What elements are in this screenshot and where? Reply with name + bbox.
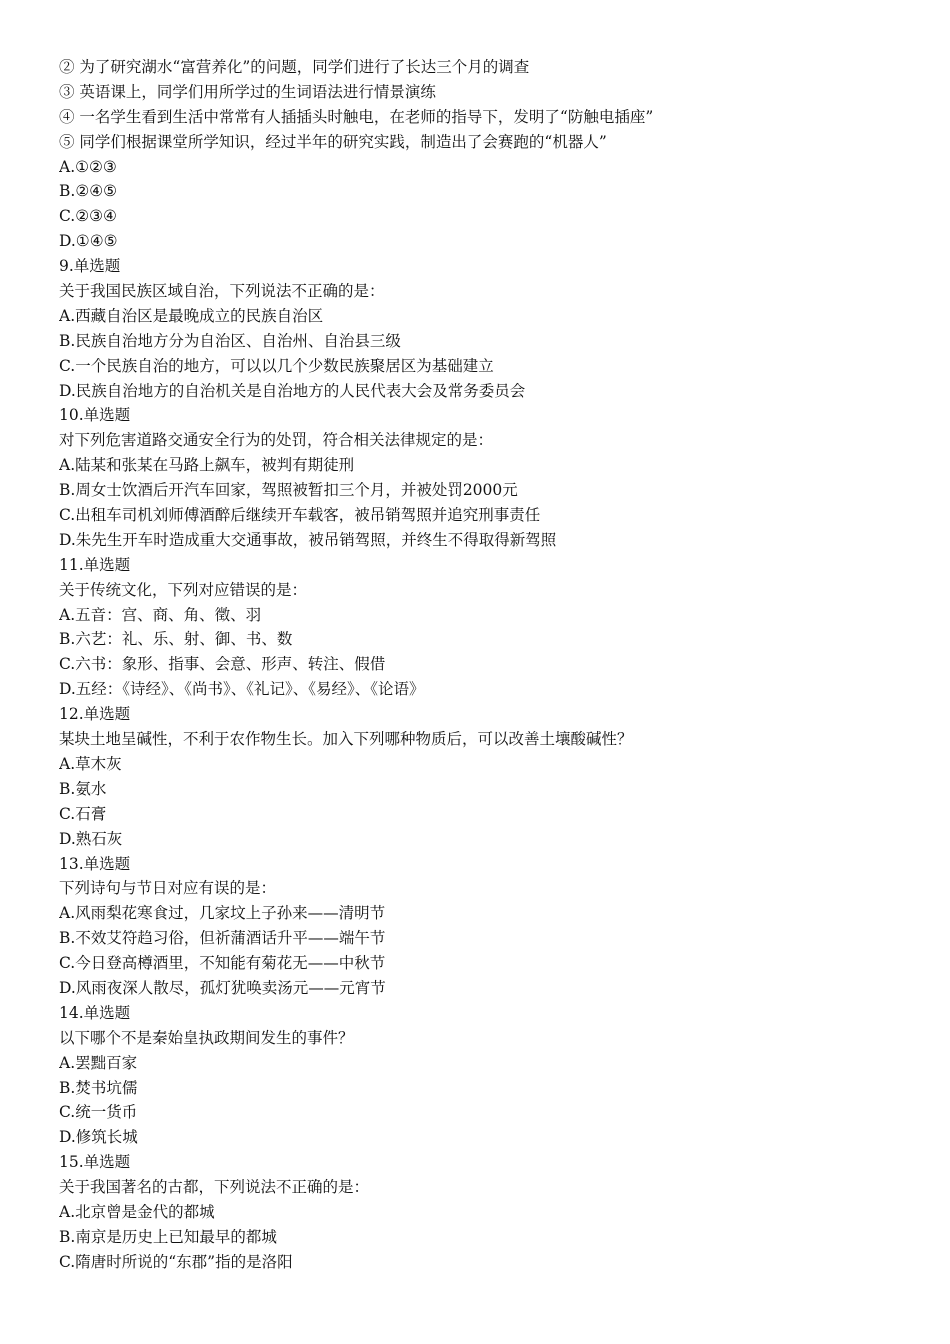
- q10-option-a: A.陆某和张某在马路上飙车，被判有期徒刑: [59, 456, 355, 475]
- q11-stem: 关于传统文化，下列对应错误的是：: [59, 580, 308, 599]
- q8-option-a: A.①②③: [59, 157, 117, 176]
- q9-stem: 关于我国民族区域自治，下列说法不正确的是：: [59, 282, 385, 301]
- q15-option-c: C.隋唐时所说的“东郡”指的是洛阳: [59, 1252, 293, 1271]
- statement-5: ⑤ 同学们根据课堂所学知识，经过半年的研究实践，制造出了会赛跑的“机器人”: [59, 132, 607, 151]
- q9-option-a: A.西藏自治区是最晚成立的民族自治区: [59, 306, 324, 325]
- q14-option-c: C.统一货币: [59, 1103, 138, 1122]
- q11-option-b: B.六艺：礼、乐、射、御、书、数: [59, 630, 293, 649]
- q14-stem: 以下哪个不是秦始皇执政期间发生的事件？: [59, 1028, 354, 1047]
- q9-heading: 9.单选题: [59, 257, 121, 276]
- q9-option-d: D.民族自治地方的自治机关是自治地方的人民代表大会及常务委员会: [59, 381, 526, 400]
- q8-option-c: C.②③④: [59, 207, 117, 226]
- q12-option-b: B.氨水: [59, 779, 107, 798]
- q10-stem: 对下列危害道路交通安全行为的处罚，符合相关法律规定的是：: [59, 431, 494, 450]
- q8-option-d: D.①④⑤: [59, 232, 118, 251]
- q13-option-d: D.风雨夜深人散尽，孤灯犹唤卖汤元——元宵节: [59, 978, 386, 997]
- q11-option-a: A.五音：宫、商、角、徵、羽: [59, 605, 262, 624]
- q15-heading: 15.单选题: [59, 1153, 131, 1172]
- q9-option-c: C.一个民族自治的地方，可以以几个少数民族聚居区为基础建立: [59, 356, 494, 375]
- q12-option-c: C.石膏: [59, 804, 107, 823]
- statement-3: ③ 英语课上，同学们用所学过的生词语法进行情景演练: [59, 82, 436, 101]
- q15-option-b: B.南京是历史上已知最早的都城: [59, 1227, 277, 1246]
- q13-option-a: A.风雨梨花寒食过，几家坟上子孙来——清明节: [59, 904, 386, 923]
- q9-option-b: B.民族自治地方分为自治区、自治州、自治县三级: [59, 331, 401, 350]
- q10-option-c: C.出租车司机刘师傅酒醉后继续开车载客，被吊销驾照并追究刑事责任: [59, 506, 541, 525]
- q13-option-b: B.不效艾符趋习俗，但祈蒲酒话升平——端午节: [59, 929, 386, 948]
- q8-option-b: B.②④⑤: [59, 182, 118, 201]
- q11-heading: 11.单选题: [59, 555, 131, 574]
- q14-option-b: B.焚书坑儒: [59, 1078, 138, 1097]
- q15-option-a: A.北京曾是金代的都城: [59, 1202, 215, 1221]
- q11-option-d: D.五经：《诗经》、《尚书》、《礼记》、《易经》、《论语》: [59, 680, 425, 699]
- q10-option-d: D.朱先生开车时造成重大交通事故，被吊销驾照，并终生不得取得新驾照: [59, 530, 557, 549]
- q14-option-d: D.修筑长城: [59, 1128, 138, 1147]
- document-page: [59, 55, 919, 1275]
- statement-2: ② 为了研究湖水“富营养化”的问题，同学们进行了长达三个月的调查: [59, 58, 530, 76]
- q12-heading: 12.单选题: [59, 705, 131, 724]
- q10-heading: 10.单选题: [59, 406, 131, 425]
- q13-heading: 13.单选题: [59, 854, 131, 873]
- q12-stem: 某块土地呈碱性，不利于农作物生长。加入下列哪种物质后，可以改善土壤酸碱性？: [59, 730, 633, 749]
- q10-option-b: B.周女士饮酒后开汽车回家，驾照被暂扣三个月，并被处罚2000元: [59, 481, 518, 500]
- q13-option-c: C.今日登高樽酒里，不知能有菊花无——中秋节: [59, 954, 386, 973]
- q11-option-c: C.六书：象形、指事、会意、形声、转注、假借: [59, 655, 386, 674]
- q14-option-a: A.罢黜百家: [59, 1053, 138, 1072]
- q14-heading: 14.单选题: [59, 1003, 131, 1022]
- q12-option-a: A.草木灰: [59, 754, 122, 773]
- statement-4: ④ 一名学生看到生活中常常有人插插头时触电，在老师的指导下，发明了“防触电插座”: [59, 107, 654, 126]
- q15-stem: 关于我国著名的古都，下列说法不正确的是：: [59, 1178, 370, 1197]
- q12-option-d: D.熟石灰: [59, 829, 123, 848]
- q13-stem: 下列诗句与节日对应有误的是：: [59, 879, 277, 898]
